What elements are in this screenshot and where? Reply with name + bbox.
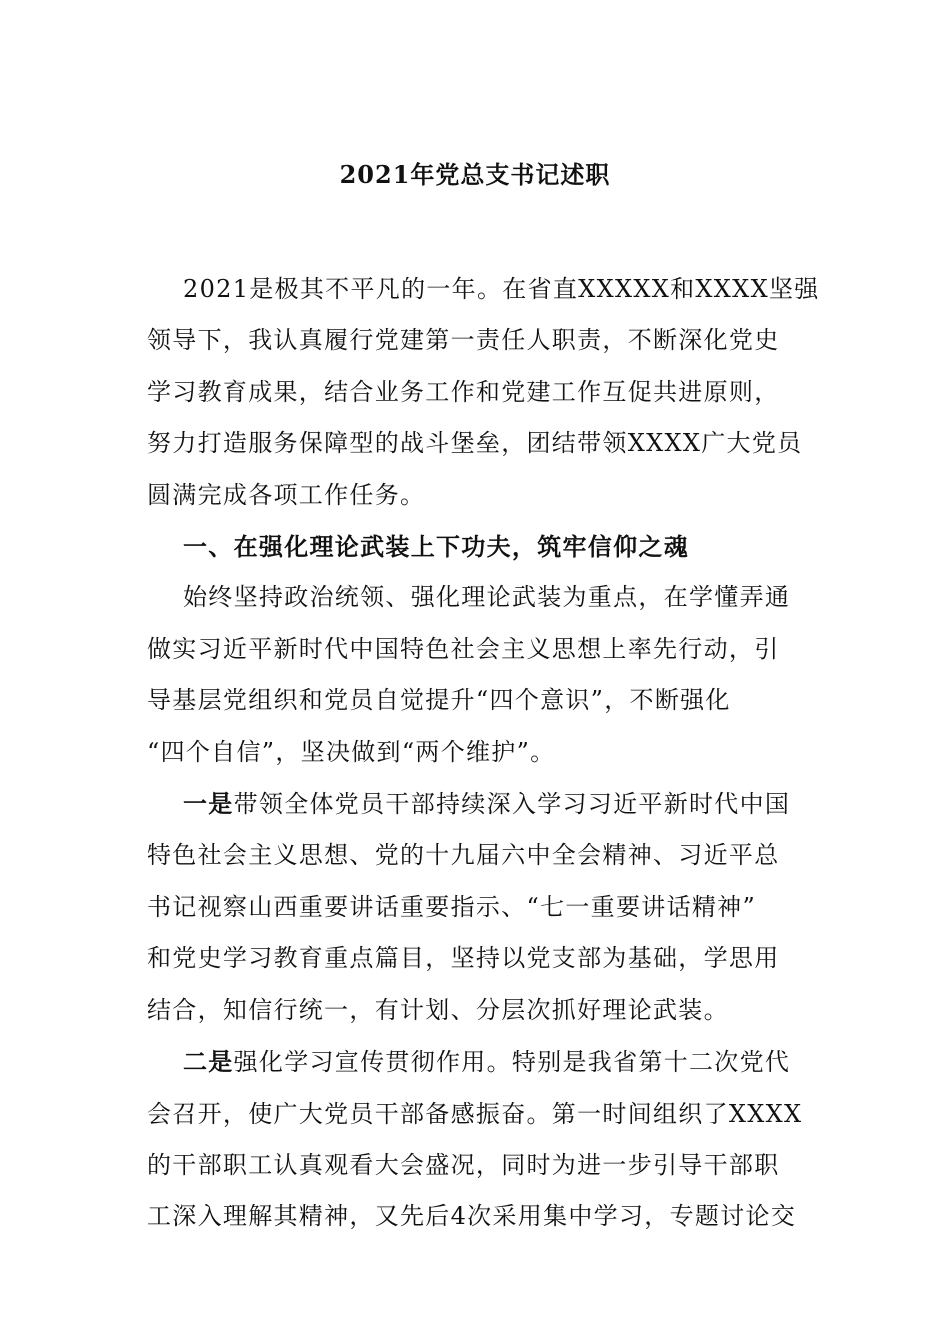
section-heading-text: 一、在强化理论武装上下功夫，筑牢信仰之魂 bbox=[183, 532, 689, 562]
point-two-paragraph bbox=[147, 1036, 807, 1243]
paragraph-line: 2021是极其不平凡的一年。在省直XXXXX和XXXX坚强 bbox=[183, 275, 820, 303]
point-one-paragraph bbox=[147, 778, 807, 1036]
paragraph-line: 圆满完成各项工作任务。 bbox=[147, 480, 426, 509]
paragraph-line: 结合，知信行统一，有计划、分层次抓好理论武装。 bbox=[147, 995, 729, 1024]
point-one-lead: 一是 bbox=[183, 789, 234, 819]
paragraph-line: 会召开，使广大党员干部备感振奋。第一时间组织了XXXX bbox=[147, 1099, 803, 1128]
paragraph-line: 书记视察山西重要讲话重要指示、“七一重要讲话精神” bbox=[147, 892, 757, 921]
paragraph-line: 导基层党组织和党员自觉提升“四个意识”，不断强化 bbox=[147, 686, 731, 715]
paragraph-line: 的干部职工认真观看大会盛况，同时为进一步引导干部职 bbox=[147, 1150, 780, 1179]
point-two-text: 强化学习宣传贯彻作用。特别是我省第十二次党代 bbox=[233, 1048, 791, 1077]
paragraph-line: 始终坚持政治统领、强化理论武装为重点，在学懂弄通 bbox=[183, 583, 791, 612]
paragraph-line: 和党史学习教育重点篇目，坚持以党支部为基础，学思用 bbox=[147, 944, 780, 973]
paragraph-line: 做实习近平新时代中国特色社会主义思想上率先行动，引 bbox=[147, 634, 780, 663]
paragraph-line: 领导下，我认真履行党建第一责任人职责，不断深化党史 bbox=[147, 326, 780, 355]
document-body bbox=[147, 264, 820, 1243]
paragraph-line bbox=[147, 1036, 807, 1088]
paragraph-line: 努力打造服务保障型的战斗堡垒，团结带领XXXX广大党员 bbox=[147, 429, 803, 458]
section-heading bbox=[147, 521, 807, 572]
section-intro-paragraph bbox=[147, 572, 807, 778]
point-two-lead: 二是 bbox=[183, 1047, 234, 1077]
paragraph-line: 工深入理解其精神，又先后4次采用集中学习，专题讨论交 bbox=[147, 1202, 797, 1231]
paragraph-line: 学习教育成果，结合业务工作和党建工作互促共进原则， bbox=[147, 377, 780, 406]
paragraph-line: 特色社会主义思想、党的十九届六中全会精神、习近平总 bbox=[147, 841, 780, 870]
paragraph-line: “四个自信”，坚决做到“两个维护”。 bbox=[147, 737, 556, 766]
point-one-text: 带领全体党员干部持续深入学习习近平新时代中国 bbox=[233, 790, 791, 819]
paragraph-line bbox=[147, 778, 807, 830]
document-title: 2021年党总支书记述职 bbox=[339, 160, 611, 189]
intro-paragraph bbox=[147, 264, 820, 521]
